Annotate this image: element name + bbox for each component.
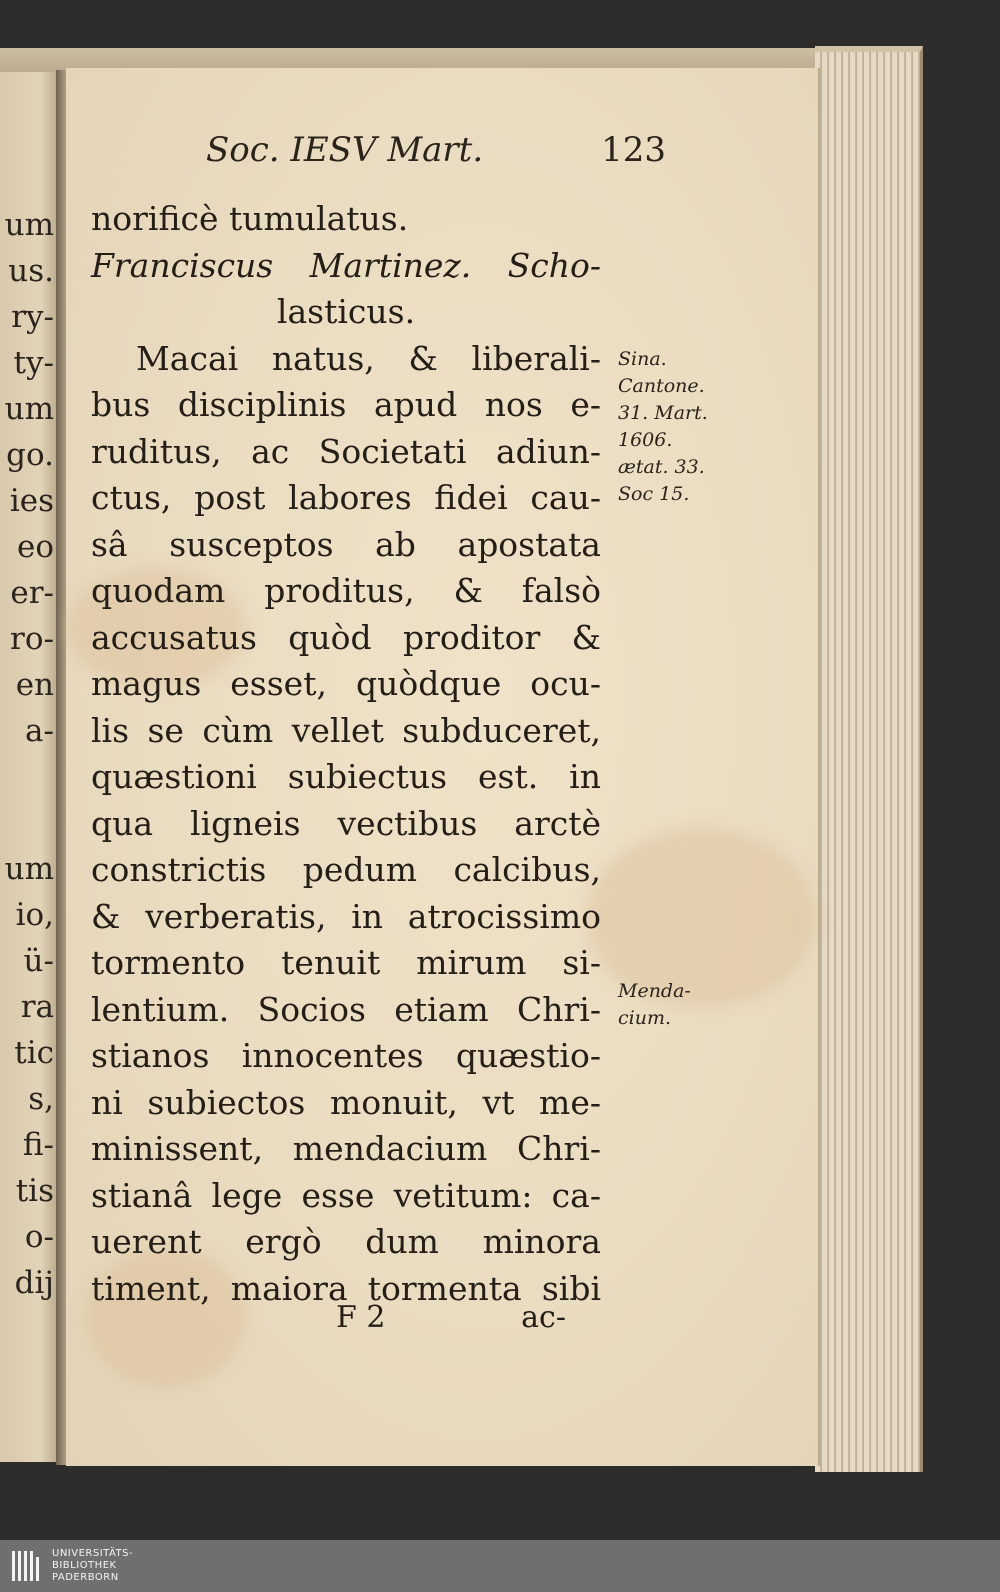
margin-note-line: Soc 15. — [618, 483, 690, 505]
text-line: qua ligneis vectibus arctè — [91, 803, 601, 843]
body-text — [91, 196, 601, 1312]
previous-page-line: um — [4, 851, 54, 887]
margin-note-mendacium — [618, 978, 691, 1032]
text-line: stianâ lege esse vetitum: ca- — [91, 1175, 601, 1215]
previous-page-line: ra — [20, 989, 54, 1025]
text-line: ni subiectos monuit, vt me- — [91, 1082, 601, 1122]
previous-page-line: en — [15, 667, 54, 703]
margin-note-line: Cantone. — [618, 375, 705, 397]
library-name-line: UNIVERSITÄTS- — [52, 1548, 134, 1559]
running-head-title: Soc. IESV Mart. — [206, 130, 484, 170]
text-line: accusatus quòd proditor & — [91, 617, 601, 657]
previous-page-line: er- — [10, 575, 54, 611]
text-line: uerent ergò dum minora — [91, 1222, 601, 1261]
text-line: & verberatis, in atrocissimo — [91, 896, 601, 936]
catchword: ac- — [521, 1300, 566, 1335]
library-name-line: BIBLIOTHEK — [52, 1560, 117, 1571]
previous-page-line: eo — [16, 529, 54, 565]
footer-bar — [0, 1540, 1000, 1592]
previous-page-line: ty- — [13, 345, 54, 381]
margin-note-line: Menda- — [618, 980, 691, 1002]
previous-page-line: fi- — [22, 1127, 54, 1163]
text-line: norificè tumulatus. — [91, 199, 409, 238]
previous-page-text — [0, 202, 54, 1306]
previous-page-line: go. — [6, 437, 54, 473]
previous-page-line: dij — [14, 1265, 54, 1301]
text-line: ruditus, ac Societati adiun- — [91, 431, 601, 471]
previous-page-line: ü- — [23, 943, 54, 979]
text-line: ctus, post labores fidei cau- — [91, 478, 601, 517]
page-stack-edges — [815, 46, 923, 1472]
previous-page-line: um — [4, 207, 54, 243]
text-line: lasticus. — [276, 292, 416, 331]
text-line: stianos innocentes quæstio- — [91, 1036, 601, 1075]
text-line: minissent, mendacium Chri- — [91, 1129, 601, 1168]
previous-page-line: tic — [14, 1035, 54, 1071]
previous-page-line: io, — [15, 897, 54, 933]
book-page — [66, 68, 820, 1466]
signature-mark: F 2 — [336, 1300, 386, 1335]
margin-note-line: Sina. — [618, 348, 667, 370]
text-line: Macai natus, & liberali- — [136, 338, 601, 378]
previous-page-line: a- — [25, 713, 54, 749]
text-line: bus disciplinis apud nos e- — [91, 385, 601, 424]
library-name — [52, 1548, 133, 1584]
text-line: quodam proditus, & falsò — [91, 571, 601, 610]
previous-page-line: us. — [8, 253, 54, 289]
library-logo-icon — [10, 1549, 46, 1583]
text-line: tormento tenuit mirum si- — [91, 943, 601, 982]
previous-page — [0, 72, 60, 1462]
margin-note-line: 31. Mart. — [618, 402, 708, 424]
text-line: lentium. Socios etiam Chri- — [91, 989, 601, 1029]
text-line: magus esset, quòdque ocu- — [91, 664, 601, 703]
running-head — [206, 130, 666, 174]
previous-page-line: um — [4, 391, 54, 427]
margin-note-line: 1606. — [618, 429, 673, 451]
previous-page-line: o- — [24, 1219, 54, 1255]
previous-page-line: ro- — [10, 621, 54, 657]
text-line: Franciscus Martinez. Scho- — [91, 245, 601, 285]
margin-note-place-date — [618, 346, 708, 508]
margin-note-line: cium. — [618, 1007, 672, 1029]
previous-page-line — [0, 754, 54, 800]
previous-page-line: tis — [15, 1173, 54, 1209]
margin-note-line: ætat. 33. — [618, 456, 705, 478]
previous-page-line: ies — [9, 483, 54, 519]
text-line: timent, maiora tormenta sibi — [91, 1268, 601, 1308]
text-line: quæstioni subiectus est. in — [91, 757, 601, 796]
library-name-line: PADERBORN — [52, 1572, 119, 1583]
previous-page-line: s, — [28, 1081, 54, 1117]
previous-page-line — [0, 800, 54, 846]
text-line: constrictis pedum calcibus, — [91, 850, 601, 889]
previous-page-line: ry- — [11, 299, 54, 335]
page-number: 123 — [601, 130, 666, 170]
text-line: lis se cùm vellet subduceret, — [91, 710, 601, 750]
text-line: sâ susceptos ab apostata — [91, 524, 601, 564]
